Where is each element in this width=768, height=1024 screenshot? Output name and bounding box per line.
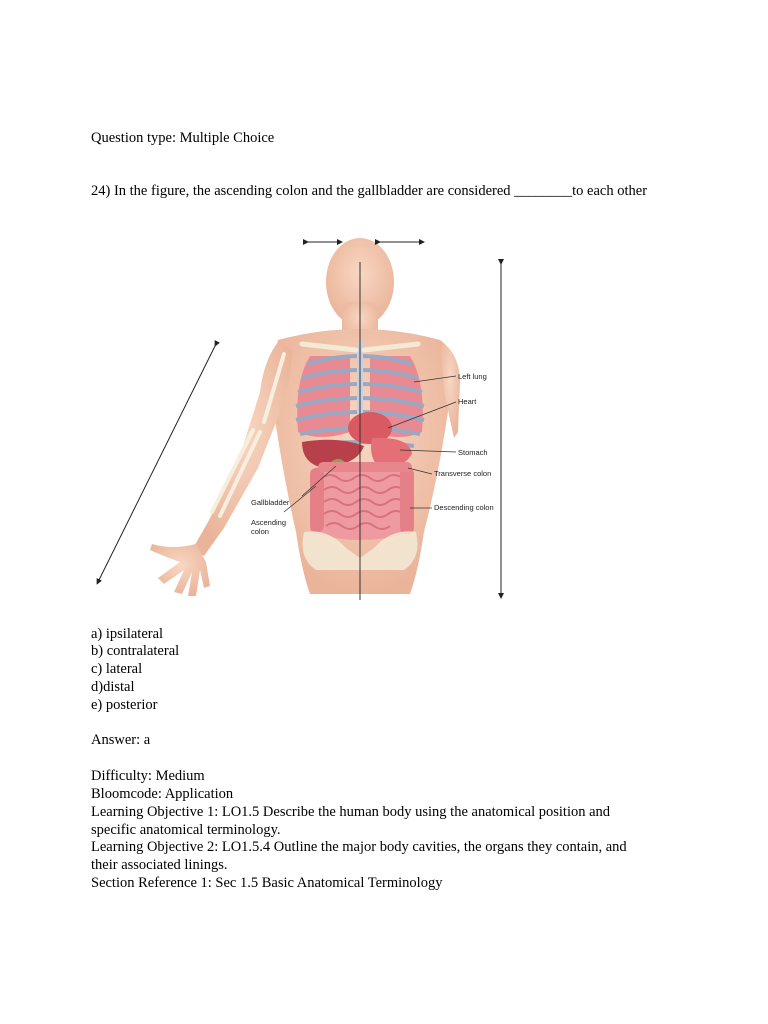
option-c: c) lateral (91, 661, 143, 677)
option-b: b) contralateral (91, 643, 180, 659)
label-ascending-colon-line2: colon (251, 527, 269, 536)
question-text: 24) In the figure, the ascending colon and the gallbladder are considered ________to each other (91, 183, 648, 199)
learning-objective-2: Learning Objective 2: LO1.5.4 Outline the major body cavities, the organs they contain, and (91, 839, 627, 855)
label-ascending-colon-line1: Ascending (251, 518, 287, 527)
answer: Answer: a (91, 732, 151, 748)
label-stomach: Stomach (458, 448, 488, 457)
intestines (310, 462, 414, 540)
learning-objective-2-cont: their associated linings. (91, 857, 228, 873)
label-descending-colon: Descending colon (434, 503, 494, 512)
anatomy-figure (88, 232, 518, 604)
learning-objective-1-cont: specific anatomical terminology. (91, 822, 281, 838)
label-gallbladder: Gallbladder (251, 498, 290, 507)
option-d: d)distal (91, 679, 135, 695)
label-heart: Heart (458, 397, 477, 406)
option-a: a) ipsilateral (91, 626, 164, 642)
learning-objective-1: Learning Objective 1: LO1.5 Describe the human body using the anatomical position and (91, 804, 611, 820)
label-transverse-colon: Transverse colon (434, 469, 492, 478)
label-left-lung: Left lung (458, 372, 487, 381)
anatomy-illustration (88, 232, 518, 604)
section-reference: Section Reference 1: Sec 1.5 Basic Anatomical Terminology (91, 875, 443, 891)
bloomcode: Bloomcode: Application (91, 786, 234, 802)
difficulty: Difficulty: Medium (91, 768, 205, 784)
question-type: Question type: Multiple Choice (91, 130, 275, 146)
option-e: e) posterior (91, 697, 158, 713)
